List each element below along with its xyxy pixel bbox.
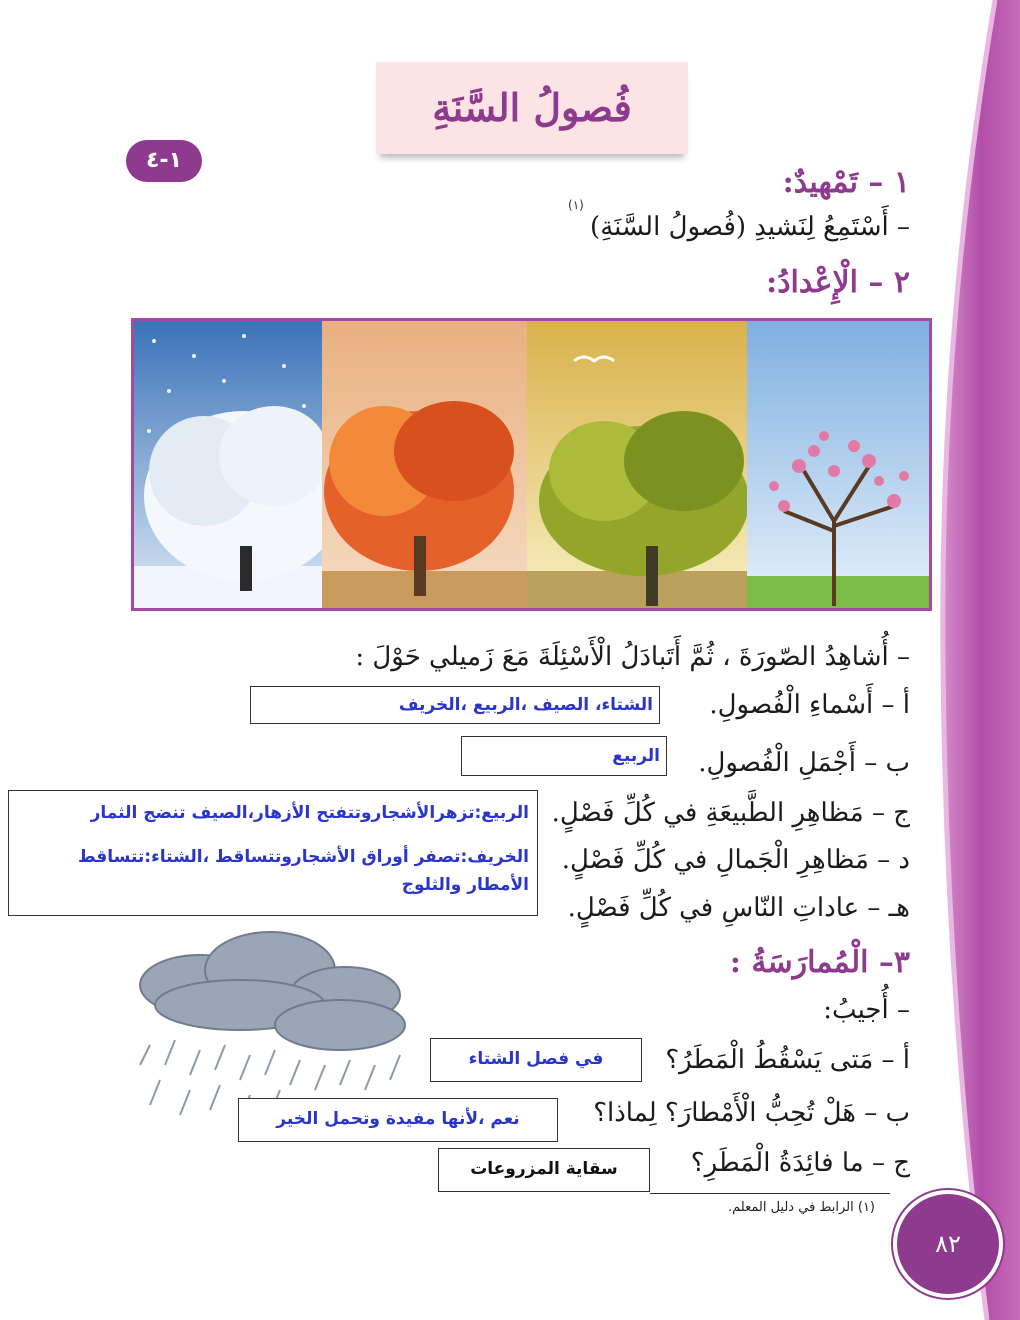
answer-nature-line-2: الخريف:تصفر أوراق الأشجاروتتساقط ،الشتاء:تتساقط الأمطار والثلوج — [77, 847, 529, 895]
lesson-number-badge: ١-٤ — [126, 140, 202, 182]
footnote-text: (١) الرابط في دليل المعلم. — [728, 1200, 875, 1215]
question-c: ج – مَظاهِرِ الطَّبيعَةِ في كُلِّ فَصْلٍ. — [551, 798, 910, 828]
section-1-line: – أَسْتَمِعُ لِنَشيدِ (فُصولُ السَّنَةِ) — [590, 212, 910, 242]
practice-question-b: ب – هَلْ تُحِبُّ الْأَمْطارَ؟ لِماذا؟ — [593, 1098, 910, 1128]
answer-nature-box[interactable] — [8, 790, 538, 916]
answer-best-season[interactable]: الربيع — [461, 736, 667, 776]
practice-question-c: ج – ما فائِدَةُ الْمَطَرِ؟ — [690, 1148, 910, 1178]
answer-nature-line-1: الربيع:تزهرالأشجاروتتفتح الأزهار،الصيف تنضج الثمار — [90, 803, 529, 823]
practice-question-a: أ – مَتى يَسْقُطُ الْمَطَرُ؟ — [665, 1045, 910, 1075]
rain-cloud-illustration — [130, 925, 420, 1125]
page-number: ٨٢ — [893, 1190, 1003, 1298]
section-3-instruction: – أُجيبُ: — [823, 995, 910, 1025]
answer-like-rain[interactable]: نعم ،لأنها مفيدة وتحمل الخير — [238, 1098, 558, 1142]
page-title: فُصولُ السَّنَةِ — [432, 85, 632, 130]
question-e: هـ – عاداتِ النّاسِ في كُلِّ فَصْلٍ. — [567, 893, 910, 923]
question-d: د – مَظاهِرِ الْجَمالِ في كُلِّ فَصْلٍ. — [561, 845, 910, 875]
section-2-heading: ٢ – الْإِعْدادُ: — [766, 265, 910, 300]
answer-when-rain[interactable]: في فصل الشتاء — [430, 1038, 642, 1082]
question-a: أ – أَسْماءِ الْفُصولِ. — [709, 690, 910, 720]
seasons-trees-image — [134, 321, 929, 608]
answer-rain-benefit[interactable]: سقاية المزروعات — [438, 1148, 650, 1192]
question-b: ب – أَجْمَلِ الْفُصولِ. — [698, 748, 910, 778]
footnote-reference: (١) — [568, 198, 584, 212]
four-seasons-illustration — [131, 318, 932, 611]
section-3-heading: ٣– الْمُمارَسَةُ : — [729, 945, 910, 980]
answer-seasons-names[interactable]: الشتاء، الصيف ،الربيع ،الخريف — [250, 686, 660, 724]
section-2-instruction: – أُشاهِدُ الصّورَةَ ، ثُمَّ أَتَبادَلُ الْأَسْئِلَةَ مَعَ زَميلي حَوْلَ : — [355, 642, 910, 672]
footnote-divider — [650, 1193, 890, 1194]
section-1-heading: ١ – تَمْهيدٌ: — [782, 165, 910, 200]
side-ribbon-decoration — [935, 0, 1020, 1320]
